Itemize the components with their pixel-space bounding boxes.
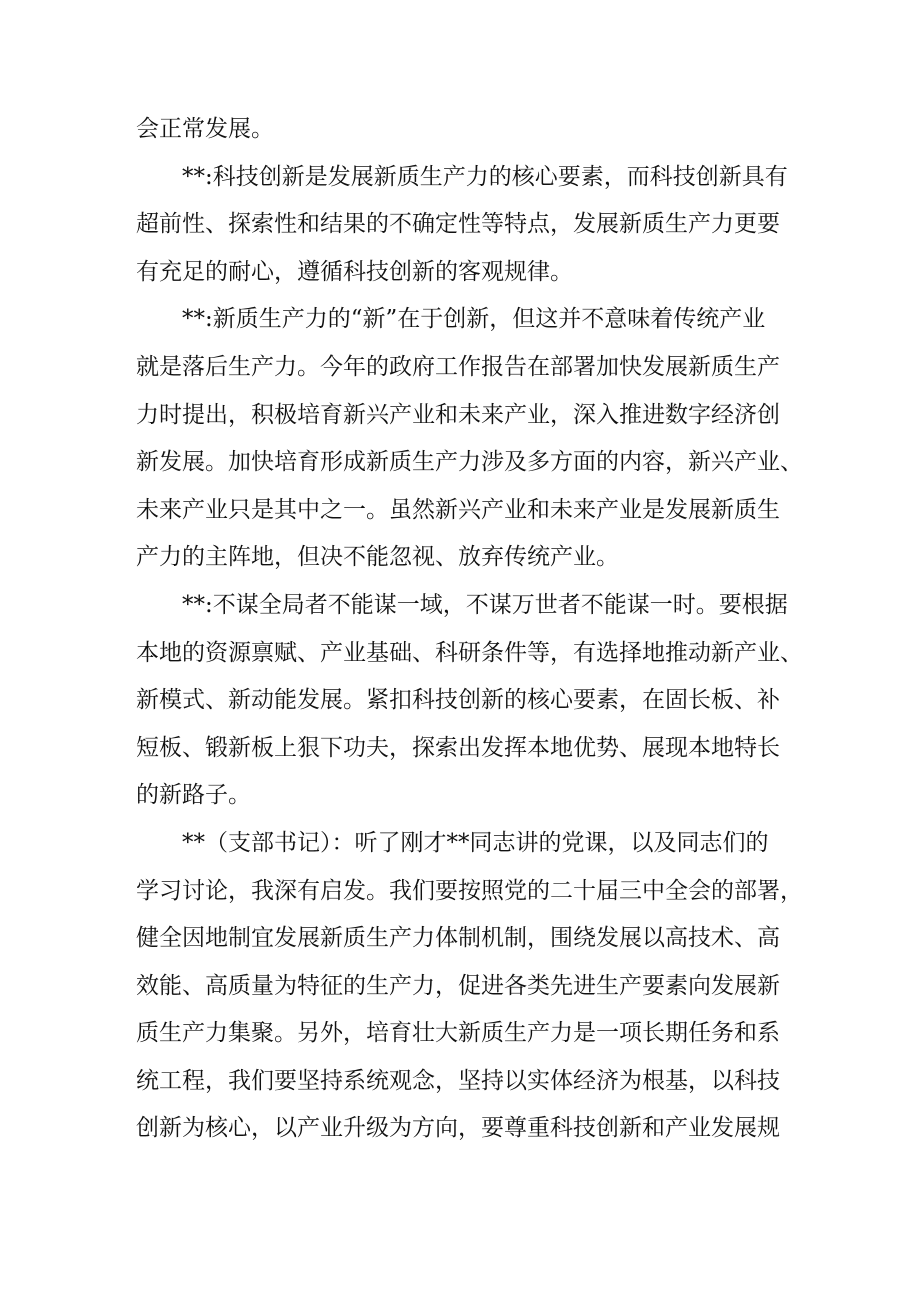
text-line: 健全因地制宜发展新质生产力体制机制，围绕发展以高技术、高 — [136, 925, 780, 952]
text-line: 有充足的耐心，遵循科技创新的客观规律。 — [136, 258, 573, 285]
text-line: **:新质生产力的“新”在于创新，但这并不意味着传统产业 — [136, 306, 766, 333]
text-line: **（支部书记）：听了刚才**同志讲的党课，以及同志们的 — [136, 829, 769, 856]
text-line: 质生产力集聚。另外，培育壮大新质生产力是一项长期任务和系 — [136, 1020, 780, 1047]
text-line: 新发展。加快培育形成新质生产力涉及多方面的内容，新兴产业、 — [136, 449, 803, 476]
text-line: 超前性、探索性和结果的不确定性等特点，发展新质生产力更要 — [136, 211, 780, 238]
text-line: 产力的主阵地，但决不能忽视、放弃传统产业。 — [136, 544, 619, 571]
text-line: 的新路子。 — [136, 782, 251, 809]
text-line: **:科技创新是发展新质生产力的核心要素，而科技创新具有 — [136, 163, 788, 190]
text-line: 本地的资源禀赋、产业基础、科研条件等，有选择地推动新产业、 — [136, 639, 803, 666]
text-line: 就是落后生产力。今年的政府工作报告在部署加快发展新质生产 — [136, 353, 780, 380]
text-line: 新模式、新动能发展。紧扣科技创新的核心要素，在固长板、补 — [136, 687, 780, 714]
text-line: 会正常发展。 — [136, 116, 274, 142]
text-line: 未来产业只是其中之一。虽然新兴产业和未来产业是发展新质生 — [136, 496, 780, 523]
text-line: 创新为核心，以产业升级为方向，要尊重科技创新和产业发展规 — [136, 1115, 780, 1142]
text-line: **:不谋全局者不能谋一域，不谋万世者不能谋一时。要根据 — [136, 591, 788, 618]
text-line: 力时提出，积极培育新兴产业和未来产业，深入推进数字经济创 — [136, 401, 780, 428]
document-body — [136, 106, 803, 1153]
text-line: 效能、高质量为特征的生产力，促进各类先进生产要素向发展新 — [136, 972, 780, 999]
text-line: 学习讨论，我深有启发。我们要按照党的二十届三中全会的部署， — [136, 877, 803, 904]
text-line: 短板、锻新板上狠下功夫，探索出发挥本地优势、展现本地特长 — [136, 734, 780, 761]
text-line: 统工程，我们要坚持系统观念，坚持以实体经济为根基，以科技 — [136, 1067, 780, 1094]
